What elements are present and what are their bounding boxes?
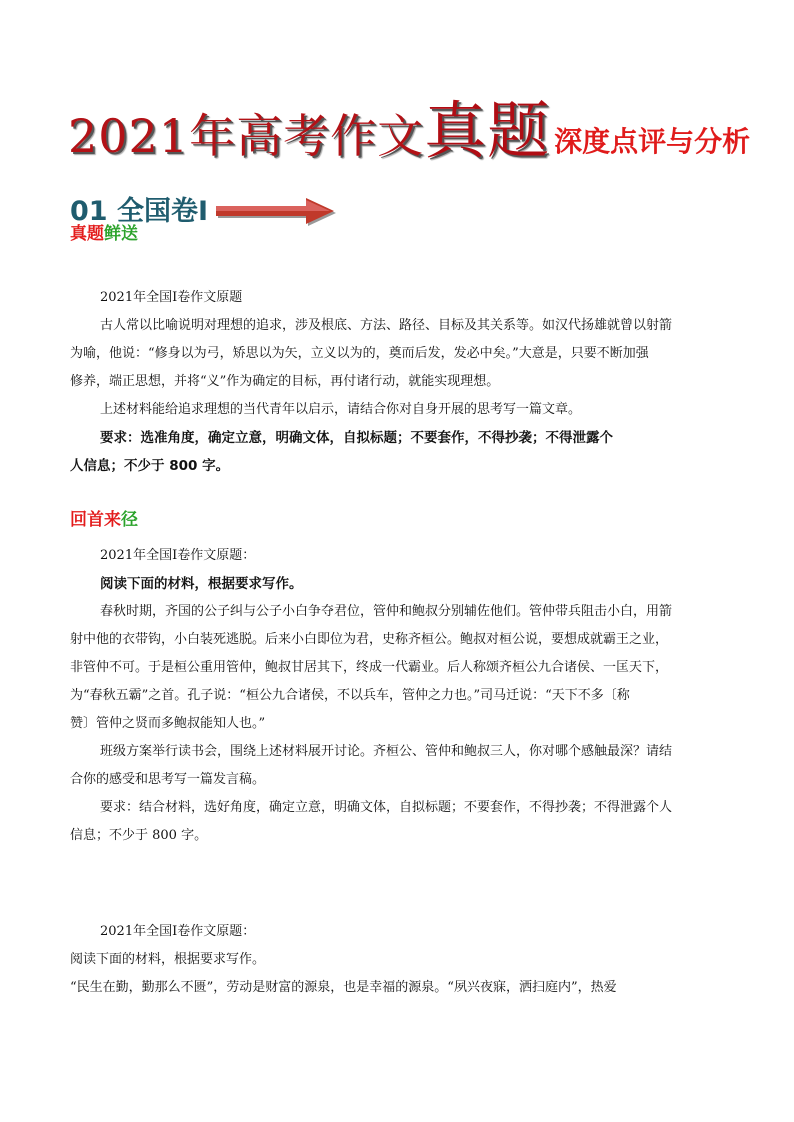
section-header — [70, 196, 336, 226]
heading-real-question — [70, 226, 138, 243]
paragraph-line: 射中他的衣带钩，小白装死逃脱。后来小白即位为君，史称齐桓公。鲍叔对桓公说，要想成就霸王之业， — [70, 632, 669, 647]
paragraph-line: 古人常以比喻说明对理想的追求，涉及根底、方法、路径、目标及其关系等。如汉代扬雄就曾以射箭 — [100, 318, 673, 333]
instruction-line: 阅读下面的材料，根据要求写作。 — [70, 952, 266, 967]
paragraph-line: 班级方案举行读书会，围绕上述材料展开讨论。齐桓公、管仲和鲍叔三人，你对哪个感触最深？请结 — [100, 744, 673, 759]
block1-body — [70, 284, 724, 480]
document-title — [68, 94, 751, 167]
heading-look-back-b: 径 — [121, 510, 138, 530]
heading-real-question-b: 鲜送 — [104, 224, 138, 244]
heading-look-back-a: 回首来 — [70, 510, 121, 530]
paragraph-line: “民生在勤，勤那么不匮”，劳动是财富的源泉，也是幸福的源泉。“夙兴夜寐，洒扫庭内”，热爱 — [70, 980, 617, 995]
block1-caption: 2021年全国Ⅰ卷作文原题 — [100, 290, 243, 305]
requirement-line: 信息；不少于 800 字。 — [70, 828, 208, 843]
section-label: 01 全国卷Ⅰ — [70, 195, 209, 227]
paragraph-line: 修养，端正思想，并将“义”作为确定的目标，再付诸行动，就能实现理想。 — [70, 374, 500, 389]
paragraph-line: 春秋时期，齐国的公子纠与公子小白争夺君位，管仲和鲍叔分别辅佐他们。管仲带兵阻击小白，用箭 — [100, 604, 673, 619]
block2-body — [70, 542, 724, 850]
heading-real-question-a: 真题 — [70, 224, 104, 244]
requirement-line: 要求：选准角度，确定立意，明确文体，自拟标题；不要套作，不得抄袭；不得泄露个 — [100, 430, 613, 446]
paragraph-line: 合你的感受和思考写一篇发言稿。 — [70, 772, 266, 787]
block2-caption: 2021年全国Ⅰ卷作文原题： — [100, 548, 256, 563]
paragraph-line: 为“春秋五霸”之首。孔子说：“桓公九合诸侯，不以兵车，管仲之力也。”司马迁说：“天下不多〔称 — [70, 688, 630, 703]
block3-body — [70, 918, 724, 1002]
paragraph-line: 非管仲不可。于是桓公重用管仲，鲍叔甘居其下，终成一代霸业。后人称颂齐桓公九合诸侯、一匡天下， — [70, 660, 669, 675]
paragraph-line: 上述材料能给追求理想的当代青年以启示，请结合你对自身开展的思考写一篇文章。 — [100, 402, 582, 417]
heading-look-back — [70, 512, 138, 529]
title-emphasis-text: 真题 — [424, 94, 551, 167]
block3-caption: 2021年全国Ⅰ卷作文原题： — [100, 924, 256, 939]
instruction-line: 阅读下面的材料，根据要求写作。 — [100, 576, 303, 592]
requirement-line: 要求：结合材料，选好角度，确定立意，明确文体，自拟标题；不要套作，不得抄袭；不得泄露个人 — [100, 800, 673, 815]
title-subtitle: 深度点评与分析 — [554, 125, 751, 158]
title-main-text: 2021年高考作文 — [68, 109, 425, 163]
title-main — [68, 94, 551, 167]
requirement-line: 人信息；不少于 800 字。 — [70, 458, 230, 474]
paragraph-line: 为喻，他说：“修身以为弓，矫思以为矢，立义以为的，奠而后发，发必中矣。”大意是，只要不断加强 — [70, 346, 649, 361]
paragraph-line: 赞〕管仲之贤而多鲍叔能知人也。” — [70, 716, 266, 731]
right-arrow-icon — [214, 196, 336, 226]
